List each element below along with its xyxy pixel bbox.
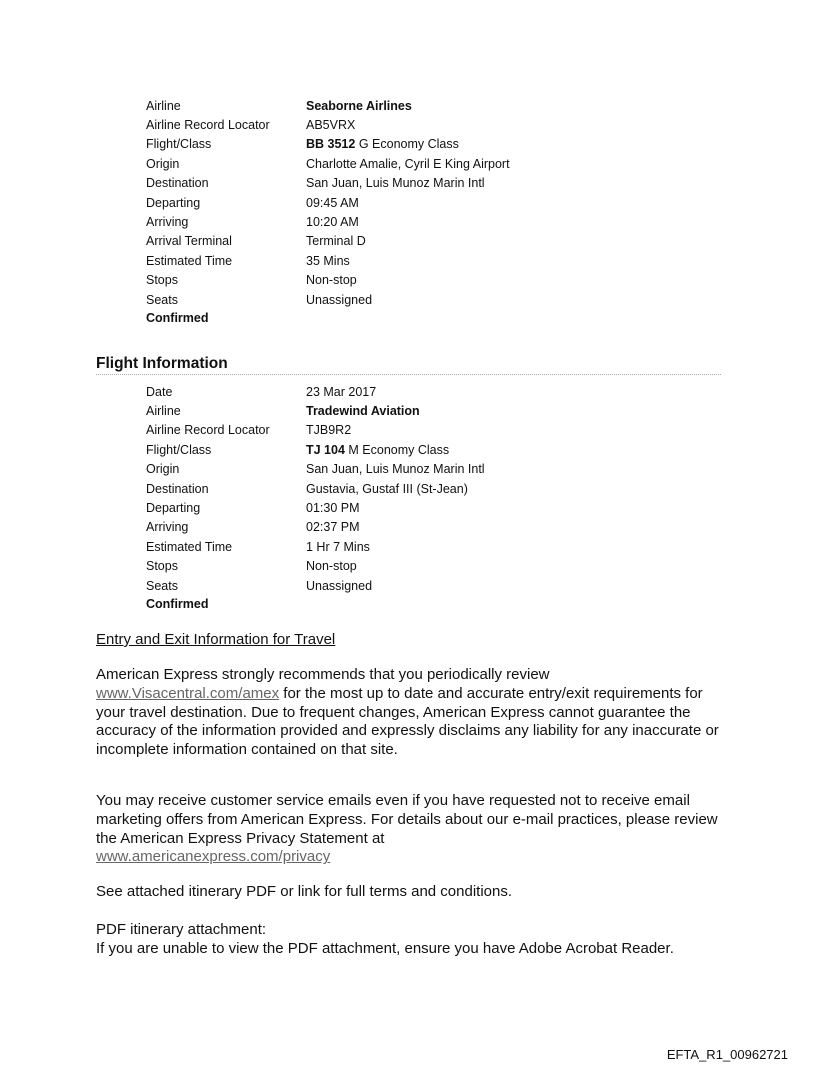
field-label: Origin bbox=[146, 462, 180, 477]
field-label: Estimated Time bbox=[146, 539, 233, 554]
record-locator-value: TJB9R2 bbox=[306, 423, 352, 438]
flight-details-seaborne bbox=[146, 96, 746, 329]
estimated-time-value: 35 Mins bbox=[306, 253, 350, 268]
record-locator-value: AB5VRX bbox=[306, 118, 356, 133]
flight-row bbox=[146, 154, 746, 173]
flight-row bbox=[146, 382, 746, 401]
flight-row bbox=[146, 479, 746, 498]
flight-row bbox=[146, 440, 746, 459]
seats-value: Unassigned bbox=[306, 578, 373, 593]
field-label: Airline Record Locator bbox=[146, 423, 270, 438]
field-label: Stops bbox=[146, 559, 178, 574]
privacy-paragraph bbox=[96, 792, 726, 867]
destination-value: San Juan, Luis Munoz Marin Intl bbox=[306, 176, 485, 191]
field-label: Destination bbox=[146, 481, 209, 496]
booking-status: Confirmed bbox=[146, 597, 209, 612]
visacentral-link[interactable]: www.Visacentral.com/amex bbox=[96, 684, 280, 702]
cabin-class: M Economy Class bbox=[348, 442, 450, 457]
flight-row bbox=[146, 460, 746, 479]
flight-details-tradewind bbox=[146, 382, 746, 615]
flight-class-value bbox=[306, 443, 746, 457]
flight-number: TJ 104 bbox=[306, 442, 345, 457]
flight-row bbox=[146, 174, 746, 193]
destination-value: Gustavia, Gustaf III (St-Jean) bbox=[306, 481, 468, 496]
privacy-text: You may receive customer service emails even if you have requested not to receive email marketing offers from American Express. For details about our e-mail practices, please review the American Express Privacy Statement at bbox=[96, 792, 718, 847]
seats-value: Unassigned bbox=[306, 292, 373, 307]
flight-row bbox=[146, 498, 746, 517]
flight-row bbox=[146, 271, 746, 290]
flight-row bbox=[146, 537, 746, 556]
field-label: Airline Record Locator bbox=[146, 118, 270, 133]
flight-row bbox=[146, 576, 746, 595]
flight-information-heading: Flight Information bbox=[96, 355, 721, 375]
document-id: EFTA_R1_00962721 bbox=[666, 1047, 788, 1062]
field-label: Flight/Class bbox=[146, 137, 212, 152]
field-label: Airline bbox=[146, 98, 181, 113]
field-label: Arriving bbox=[146, 215, 189, 230]
stops-value: Non-stop bbox=[306, 273, 357, 288]
airline-value: Tradewind Aviation bbox=[306, 404, 420, 419]
stops-value: Non-stop bbox=[306, 559, 357, 574]
privacy-link[interactable]: www.americanexpress.com/privacy bbox=[96, 848, 331, 866]
date-value: 23 Mar 2017 bbox=[306, 384, 377, 399]
field-label: Seats bbox=[146, 578, 178, 593]
field-label: Seats bbox=[146, 292, 178, 307]
terms-note: See attached itinerary PDF or link for full terms and conditions. bbox=[96, 883, 513, 900]
cabin-class: G Economy Class bbox=[358, 137, 459, 152]
field-label: Stops bbox=[146, 273, 178, 288]
field-label: Departing bbox=[146, 195, 201, 210]
flight-row bbox=[146, 115, 746, 134]
field-label: Arrival Terminal bbox=[146, 234, 232, 249]
entry-exit-heading: Entry and Exit Information for Travel bbox=[96, 631, 336, 648]
flight-row bbox=[146, 212, 746, 231]
field-label: Airline bbox=[146, 404, 181, 419]
pdf-attachment-instructions: If you are unable to view the PDF attachment, ensure you have Adobe Acrobat Reader. bbox=[96, 939, 674, 957]
entry-exit-body: for the most up to date and accurate entry/exit requirements for your travel destination. Due to frequent changes, American Express cannot guarantee the accuracy of the information provided and expressly disclaims any liability for any inaccurate or incomplete information contained on that site. bbox=[96, 684, 719, 759]
arrival-terminal-value: Terminal D bbox=[306, 234, 366, 249]
entry-exit-paragraph bbox=[96, 666, 726, 760]
departing-value: 01:30 PM bbox=[306, 501, 360, 516]
pdf-attachment-note bbox=[96, 921, 726, 959]
arriving-value: 10:20 AM bbox=[306, 215, 359, 230]
field-label: Flight/Class bbox=[146, 442, 212, 457]
flight-row bbox=[146, 401, 746, 420]
origin-value: San Juan, Luis Munoz Marin Intl bbox=[306, 462, 485, 477]
booking-status: Confirmed bbox=[146, 311, 209, 326]
field-label: Origin bbox=[146, 156, 180, 171]
flight-row bbox=[146, 232, 746, 251]
arriving-value: 02:37 PM bbox=[306, 520, 360, 535]
flight-row bbox=[146, 193, 746, 212]
flight-row bbox=[146, 96, 746, 115]
flight-row bbox=[146, 518, 746, 537]
pdf-attachment-label: PDF itinerary attachment: bbox=[96, 921, 267, 938]
flight-row bbox=[146, 557, 746, 576]
flight-row bbox=[146, 421, 746, 440]
field-label: Destination bbox=[146, 176, 209, 191]
airline-value: Seaborne Airlines bbox=[306, 98, 412, 113]
field-label: Date bbox=[146, 384, 173, 399]
flight-row bbox=[146, 135, 746, 154]
entry-exit-intro: American Express strongly recommends that you periodically review bbox=[96, 666, 550, 683]
estimated-time-value: 1 Hr 7 Mins bbox=[306, 539, 370, 554]
field-label: Arriving bbox=[146, 520, 189, 535]
flight-row bbox=[146, 251, 746, 270]
departing-value: 09:45 AM bbox=[306, 195, 359, 210]
flight-number: BB 3512 bbox=[306, 137, 356, 152]
field-label: Estimated Time bbox=[146, 253, 233, 268]
flight-row bbox=[146, 290, 746, 309]
flight-class-value bbox=[306, 137, 746, 151]
field-label: Departing bbox=[146, 501, 201, 516]
origin-value: Charlotte Amalie, Cyril E King Airport bbox=[306, 156, 510, 171]
